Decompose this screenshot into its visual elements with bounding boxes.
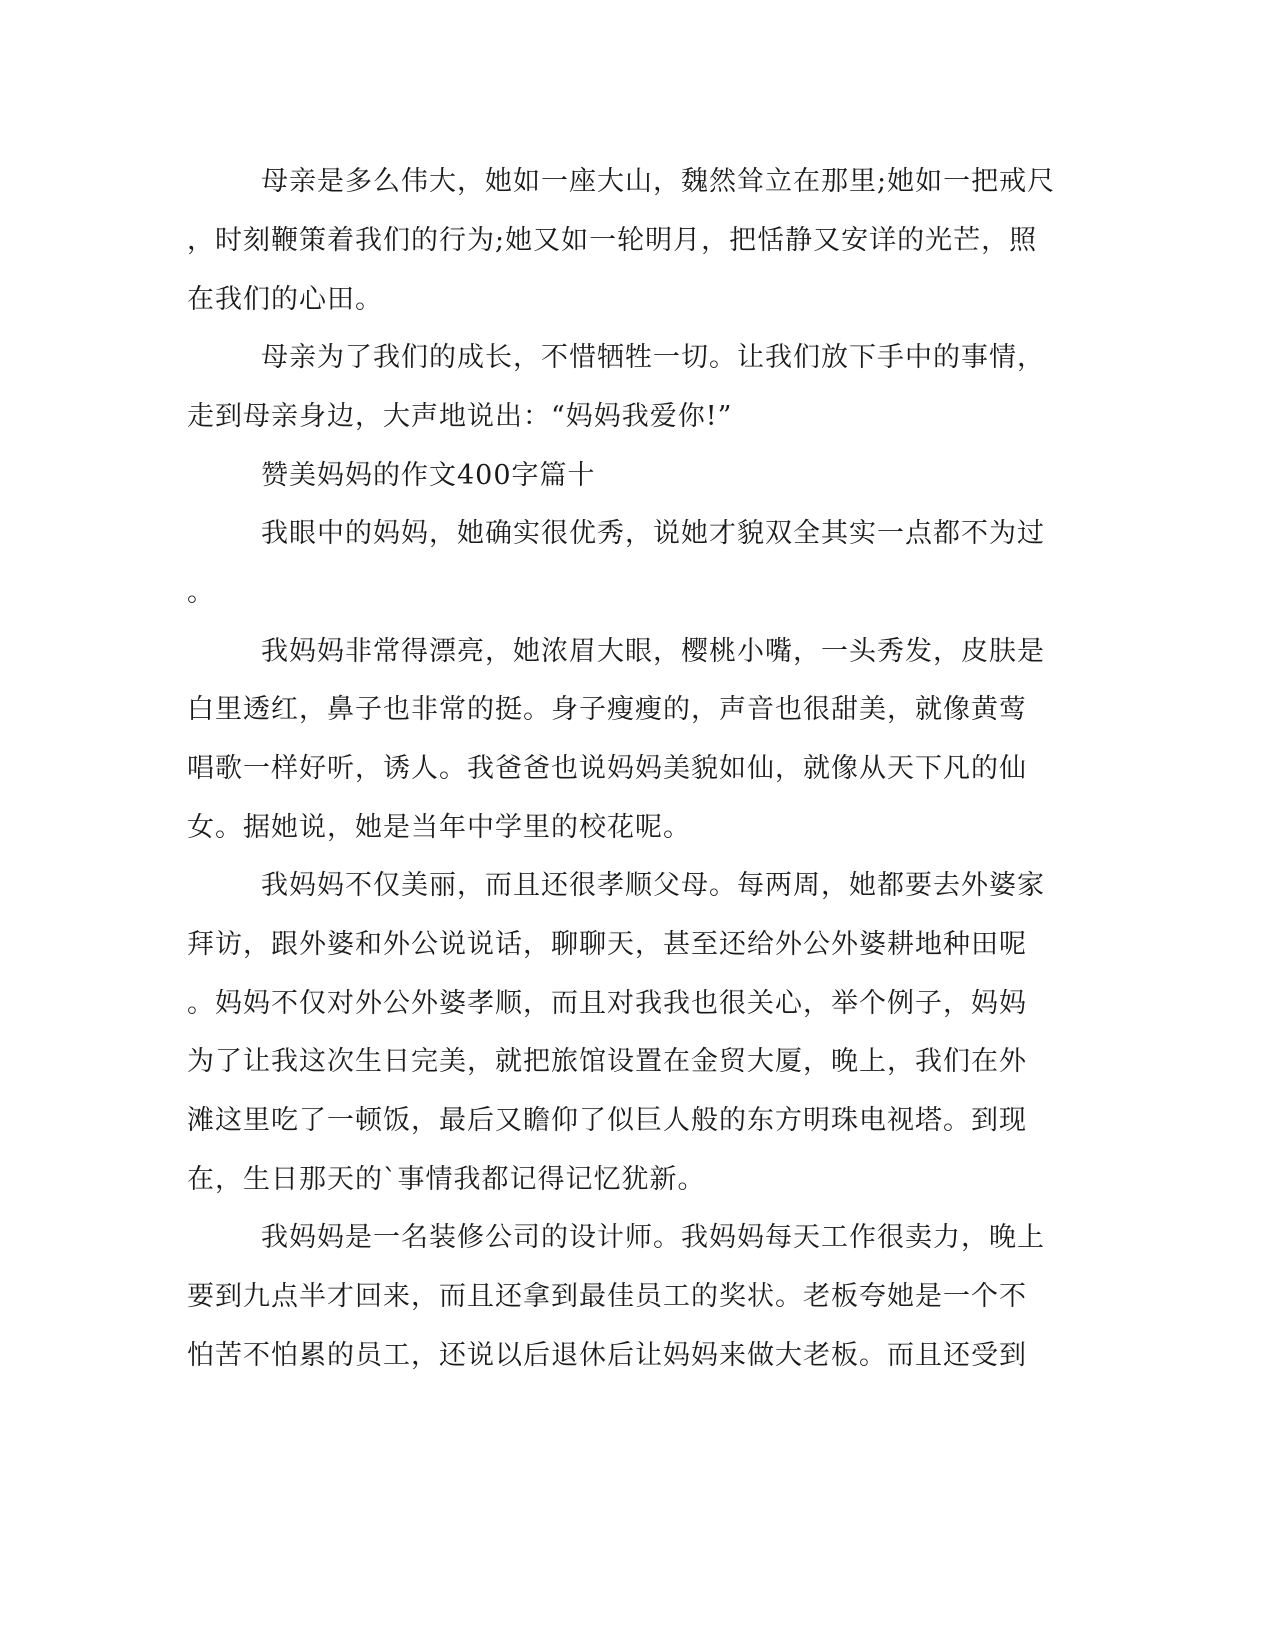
paragraph-5-line-5: 滩这里吃了一顿饭，最后又瞻仰了似巨人般的东方明珠电视塔。到现 — [187, 1105, 1027, 1136]
paragraph-1-line-3: 在我们的心田。 — [187, 284, 383, 315]
paragraph-5-line-4: 为了让我这次生日完美，就把旅馆设置在金贸大厦，晚上，我们在外 — [187, 1046, 1027, 1077]
paragraph-6-line-1: 我妈妈是一名装修公司的设计师。我妈妈每天工作很卖力，晚上 — [261, 1222, 1045, 1253]
paragraph-4-line-2: 白里透红，鼻子也非常的挺。身子瘦瘦的，声音也很甜美，就像黄莺 — [187, 694, 1027, 725]
paragraph-3-line-2: 。 — [187, 577, 215, 608]
paragraph-5-line-3: 。妈妈不仅对外公外婆孝顺，而且对我我也很关心，举个例子，妈妈 — [187, 988, 1027, 1019]
paragraph-4-line-3: 唱歌一样好听，诱人。我爸爸也说妈妈美貌如仙，就像从天下凡的仙 — [187, 753, 1027, 784]
paragraph-4-line-4: 女。据她说，她是当年中学里的校花呢。 — [187, 812, 691, 843]
section-heading: 赞美妈妈的作文400字篇十 — [261, 460, 596, 491]
paragraph-6-line-3: 怕苦不怕累的员工，还说以后退休后让妈妈来做大老板。而且还受到 — [187, 1340, 1027, 1371]
paragraph-6-line-2: 要到九点半才回来，而且还拿到最佳员工的奖状。老板夸她是一个不 — [187, 1281, 1027, 1312]
paragraph-1-line-1: 母亲是多么伟大，她如一座大山，魏然耸立在那里;她如一把戒尺 — [261, 166, 1056, 197]
paragraph-5-line-6: 在，生日那天的`事情我都记得记忆犹新。 — [187, 1164, 706, 1195]
paragraph-5-line-1: 我妈妈不仅美丽，而且还很孝顺父母。每两周，她都要去外婆家 — [261, 870, 1045, 901]
paragraph-5-line-2: 拜访，跟外婆和外公说说话，聊聊天，甚至还给外公外婆耕地种田呢 — [187, 929, 1027, 960]
paragraph-2-line-1: 母亲为了我们的成长，不惜牺牲一切。让我们放下手中的事情， — [261, 342, 1045, 373]
paragraph-2-line-2: 走到母亲身边，大声地说出：“妈妈我爱你!” — [187, 401, 733, 432]
paragraph-3-line-1: 我眼中的妈妈，她确实很优秀，说她才貌双全其实一点都不为过 — [261, 518, 1045, 549]
paragraph-4-line-1: 我妈妈非常得漂亮，她浓眉大眼，樱桃小嘴，一头秀发，皮肤是 — [261, 636, 1045, 667]
paragraph-1-line-2: ，时刻鞭策着我们的行为;她又如一轮明月，把恬静又安详的光芒，照 — [187, 225, 1038, 256]
